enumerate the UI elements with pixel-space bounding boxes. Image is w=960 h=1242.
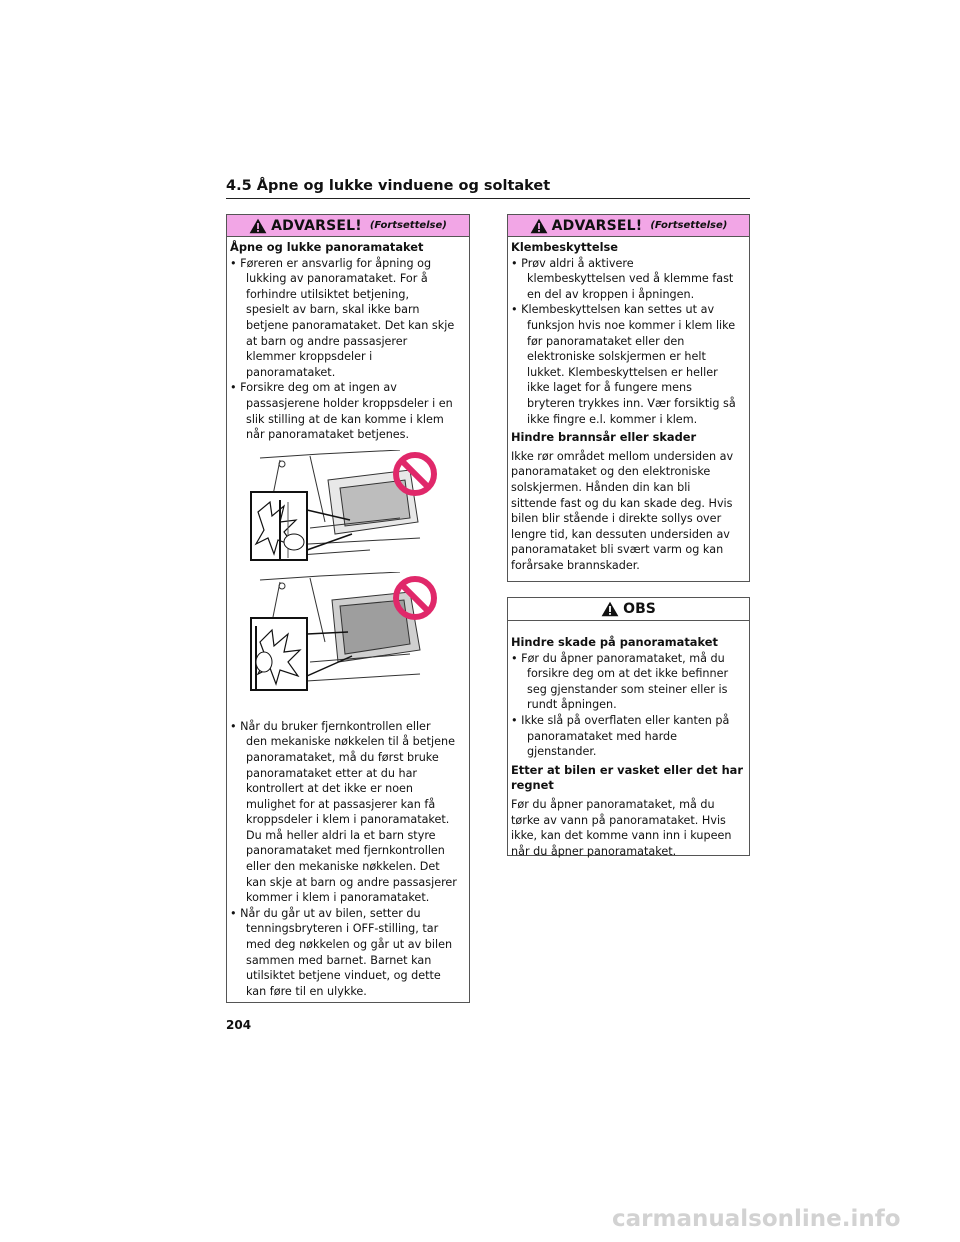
- bullet-line: kan skje at barn og andre passasjerer: [246, 875, 457, 889]
- paragraph-line: lengre tid, kan dessuten undersiden av: [511, 527, 730, 541]
- bullet-list-top: [230, 256, 464, 443]
- bullet-line: • Forsikre deg om at ingen av: [230, 381, 397, 395]
- bullet-list-bottom: [230, 719, 464, 1000]
- bullet-line: kontrollert at det ikke er noen: [246, 782, 414, 796]
- bullet-line: • Når du bruker fjernkontrollen eller: [230, 719, 431, 733]
- bullet-line: spesielt av barn, skal ikke barn: [246, 303, 420, 317]
- bullet-line: en del av kroppen i åpningen.: [527, 287, 695, 301]
- bullet-line: kroppsdeler i klem i panoramataket.: [246, 813, 450, 827]
- bullet-line: elektroniske solskjermen er helt: [527, 350, 706, 364]
- warning-box-right: [507, 214, 750, 582]
- pinch-illustration-opening: [250, 572, 440, 700]
- page-number: 204: [226, 1018, 252, 1032]
- bullet-line: ikke fingre e.l. kommer i klem.: [527, 412, 698, 426]
- paragraph-line: tørke av vann på panoramataket. Hvis: [511, 813, 726, 827]
- bullet-line: når panoramataket betjenes.: [246, 428, 410, 442]
- paragraph-line: panoramataket bli svært varm og kan: [511, 543, 724, 557]
- bullet-line: klemmer kroppsdeler i: [246, 350, 373, 364]
- notice-box: [507, 597, 750, 856]
- bullet-line: panoramataket med fjernkontrollen: [246, 844, 445, 858]
- bullet-line: kan føre til en ulykke.: [246, 984, 367, 998]
- bullet-line: lukking av panoramataket. For å: [246, 272, 428, 286]
- paragraph: [511, 449, 744, 574]
- warning-triangle-icon: [601, 601, 619, 617]
- notice-label: OBS: [623, 601, 656, 617]
- bullet-line: mulighet for at passasjerer kan få: [246, 797, 436, 811]
- bullet-line: utilsiktet betjene vinduet, og dette: [246, 969, 441, 983]
- bullet-line: seg gjenstander som steiner eller is: [527, 682, 728, 696]
- bullet-line: tenningsbryteren i OFF-stilling, tar: [246, 922, 439, 936]
- warning-label: ADVARSEL!: [551, 217, 643, 234]
- paragraph-line: Ikke rør området mellom undersiden av: [511, 449, 734, 463]
- warning-header: [227, 215, 469, 237]
- bullet-item: [511, 302, 744, 427]
- bullet-item: [230, 719, 464, 906]
- warning-label: ADVARSEL!: [271, 217, 362, 234]
- continued-label: (Fortsettelse): [650, 220, 728, 231]
- bullet-item: [511, 651, 744, 713]
- bullet-line: panoramataket, må du først bruke: [246, 750, 439, 764]
- bullet-line: slik stilling at de kan komme i klem: [246, 412, 444, 426]
- paragraph-line: panoramataket og den elektroniske: [511, 465, 711, 479]
- section-heading: Klembeskyttelse: [511, 240, 619, 254]
- bullet-line: betjene panoramataket. Det kan skje: [246, 318, 455, 332]
- bullet-line: rundt åpningen.: [527, 698, 617, 712]
- continued-label: (Fortsettelse): [369, 220, 447, 231]
- bullet-line: kommer i klem i panoramataket.: [246, 891, 430, 905]
- paragraph-line: når du åpner panoramataket.: [511, 844, 677, 858]
- paragraph: [511, 797, 744, 859]
- bullet-line: panoramataket etter at du har: [246, 766, 418, 780]
- paragraph-line: sittende fast og du kan skade deg. Hvis: [511, 496, 733, 510]
- bullet-item: [230, 380, 464, 442]
- bullet-line: gjenstander.: [527, 745, 597, 759]
- warning-header: [508, 215, 749, 237]
- bullet-item: [230, 256, 464, 381]
- paragraph-line: forårsake brannskader.: [511, 558, 640, 572]
- bullet-line: at barn og andre passasjerer: [246, 334, 408, 348]
- bullet-line: panoramataket.: [246, 365, 336, 379]
- bullet-line: funksjon hvis noe kommer i klem like: [527, 318, 736, 332]
- pinch-illustration-closing: [250, 450, 440, 568]
- bullet-line: forsikre deg om at det ikke befinner: [527, 667, 729, 681]
- bullet-line: eller den mekaniske nøkkelen. Det: [246, 860, 440, 874]
- bullet-line: Du må heller aldri la et barn styre: [246, 828, 436, 842]
- paragraph-line: ikke, kan det komme vann inn i kupeen: [511, 829, 732, 843]
- section-heading: Hindre brannsår eller skader: [511, 430, 697, 445]
- warning-triangle-icon: [249, 218, 267, 234]
- section-heading: Etter at bilen er vasket eller det har: [511, 762, 743, 777]
- section-title: 4.5 Åpne og lukke vinduene og soltaket: [226, 178, 750, 199]
- section-heading: Hindre skade på panoramataket: [511, 635, 718, 649]
- bullet-line: den mekaniske nøkkelen til å betjene: [246, 735, 456, 749]
- paragraph-line: Før du åpner panoramataket, må du: [511, 797, 715, 811]
- section-heading: Åpne og lukke panoramataket: [230, 240, 424, 254]
- watermark: carmanualsonline.info: [612, 1206, 901, 1232]
- bullet-item: [511, 713, 744, 760]
- bullet-line: lukket. Klembeskyttelsen er heller: [527, 365, 718, 379]
- notice-header: [508, 598, 749, 621]
- bullet-line: • Føreren er ansvarlig for åpning og: [230, 256, 432, 270]
- section-heading: regnet: [511, 778, 554, 793]
- bullet-line: panoramataket med harde: [527, 729, 678, 743]
- bullet-item: [230, 906, 464, 1000]
- bullet-line: bryteren trykkes inn. Vær forsiktig så: [527, 396, 736, 410]
- bullet-line: ikke laget for å fungere mens: [527, 381, 692, 395]
- bullet-line: klembeskyttelsen ved å klemme fast: [527, 272, 734, 286]
- bullet-item: [511, 256, 744, 303]
- warning-triangle-icon: [530, 218, 548, 234]
- bullet-line: før panoramataket eller den: [527, 334, 685, 348]
- bullet-line: • Før du åpner panoramataket, må du: [511, 651, 725, 665]
- bullet-line: • Når du går ut av bilen, setter du: [230, 906, 421, 920]
- bullet-line: • Prøv aldri å aktivere: [511, 256, 634, 270]
- bullet-line: med deg nøkkelen og går ut av bilen: [246, 938, 453, 952]
- bullet-line: forhindre utilsiktet betjening,: [246, 287, 409, 301]
- paragraph-line: bilen blir stående i direkte sollys over: [511, 512, 722, 526]
- bullet-line: • Ikke slå på overflaten eller kanten på: [511, 713, 730, 727]
- bullet-line: • Klembeskyttelsen kan settes ut av: [511, 303, 715, 317]
- bullet-line: passasjerene holder kroppsdeler i en: [246, 396, 453, 410]
- paragraph-line: solskjermen. Hånden din kan bli: [511, 480, 691, 494]
- bullet-line: sammen med barnet. Barnet kan: [246, 953, 432, 967]
